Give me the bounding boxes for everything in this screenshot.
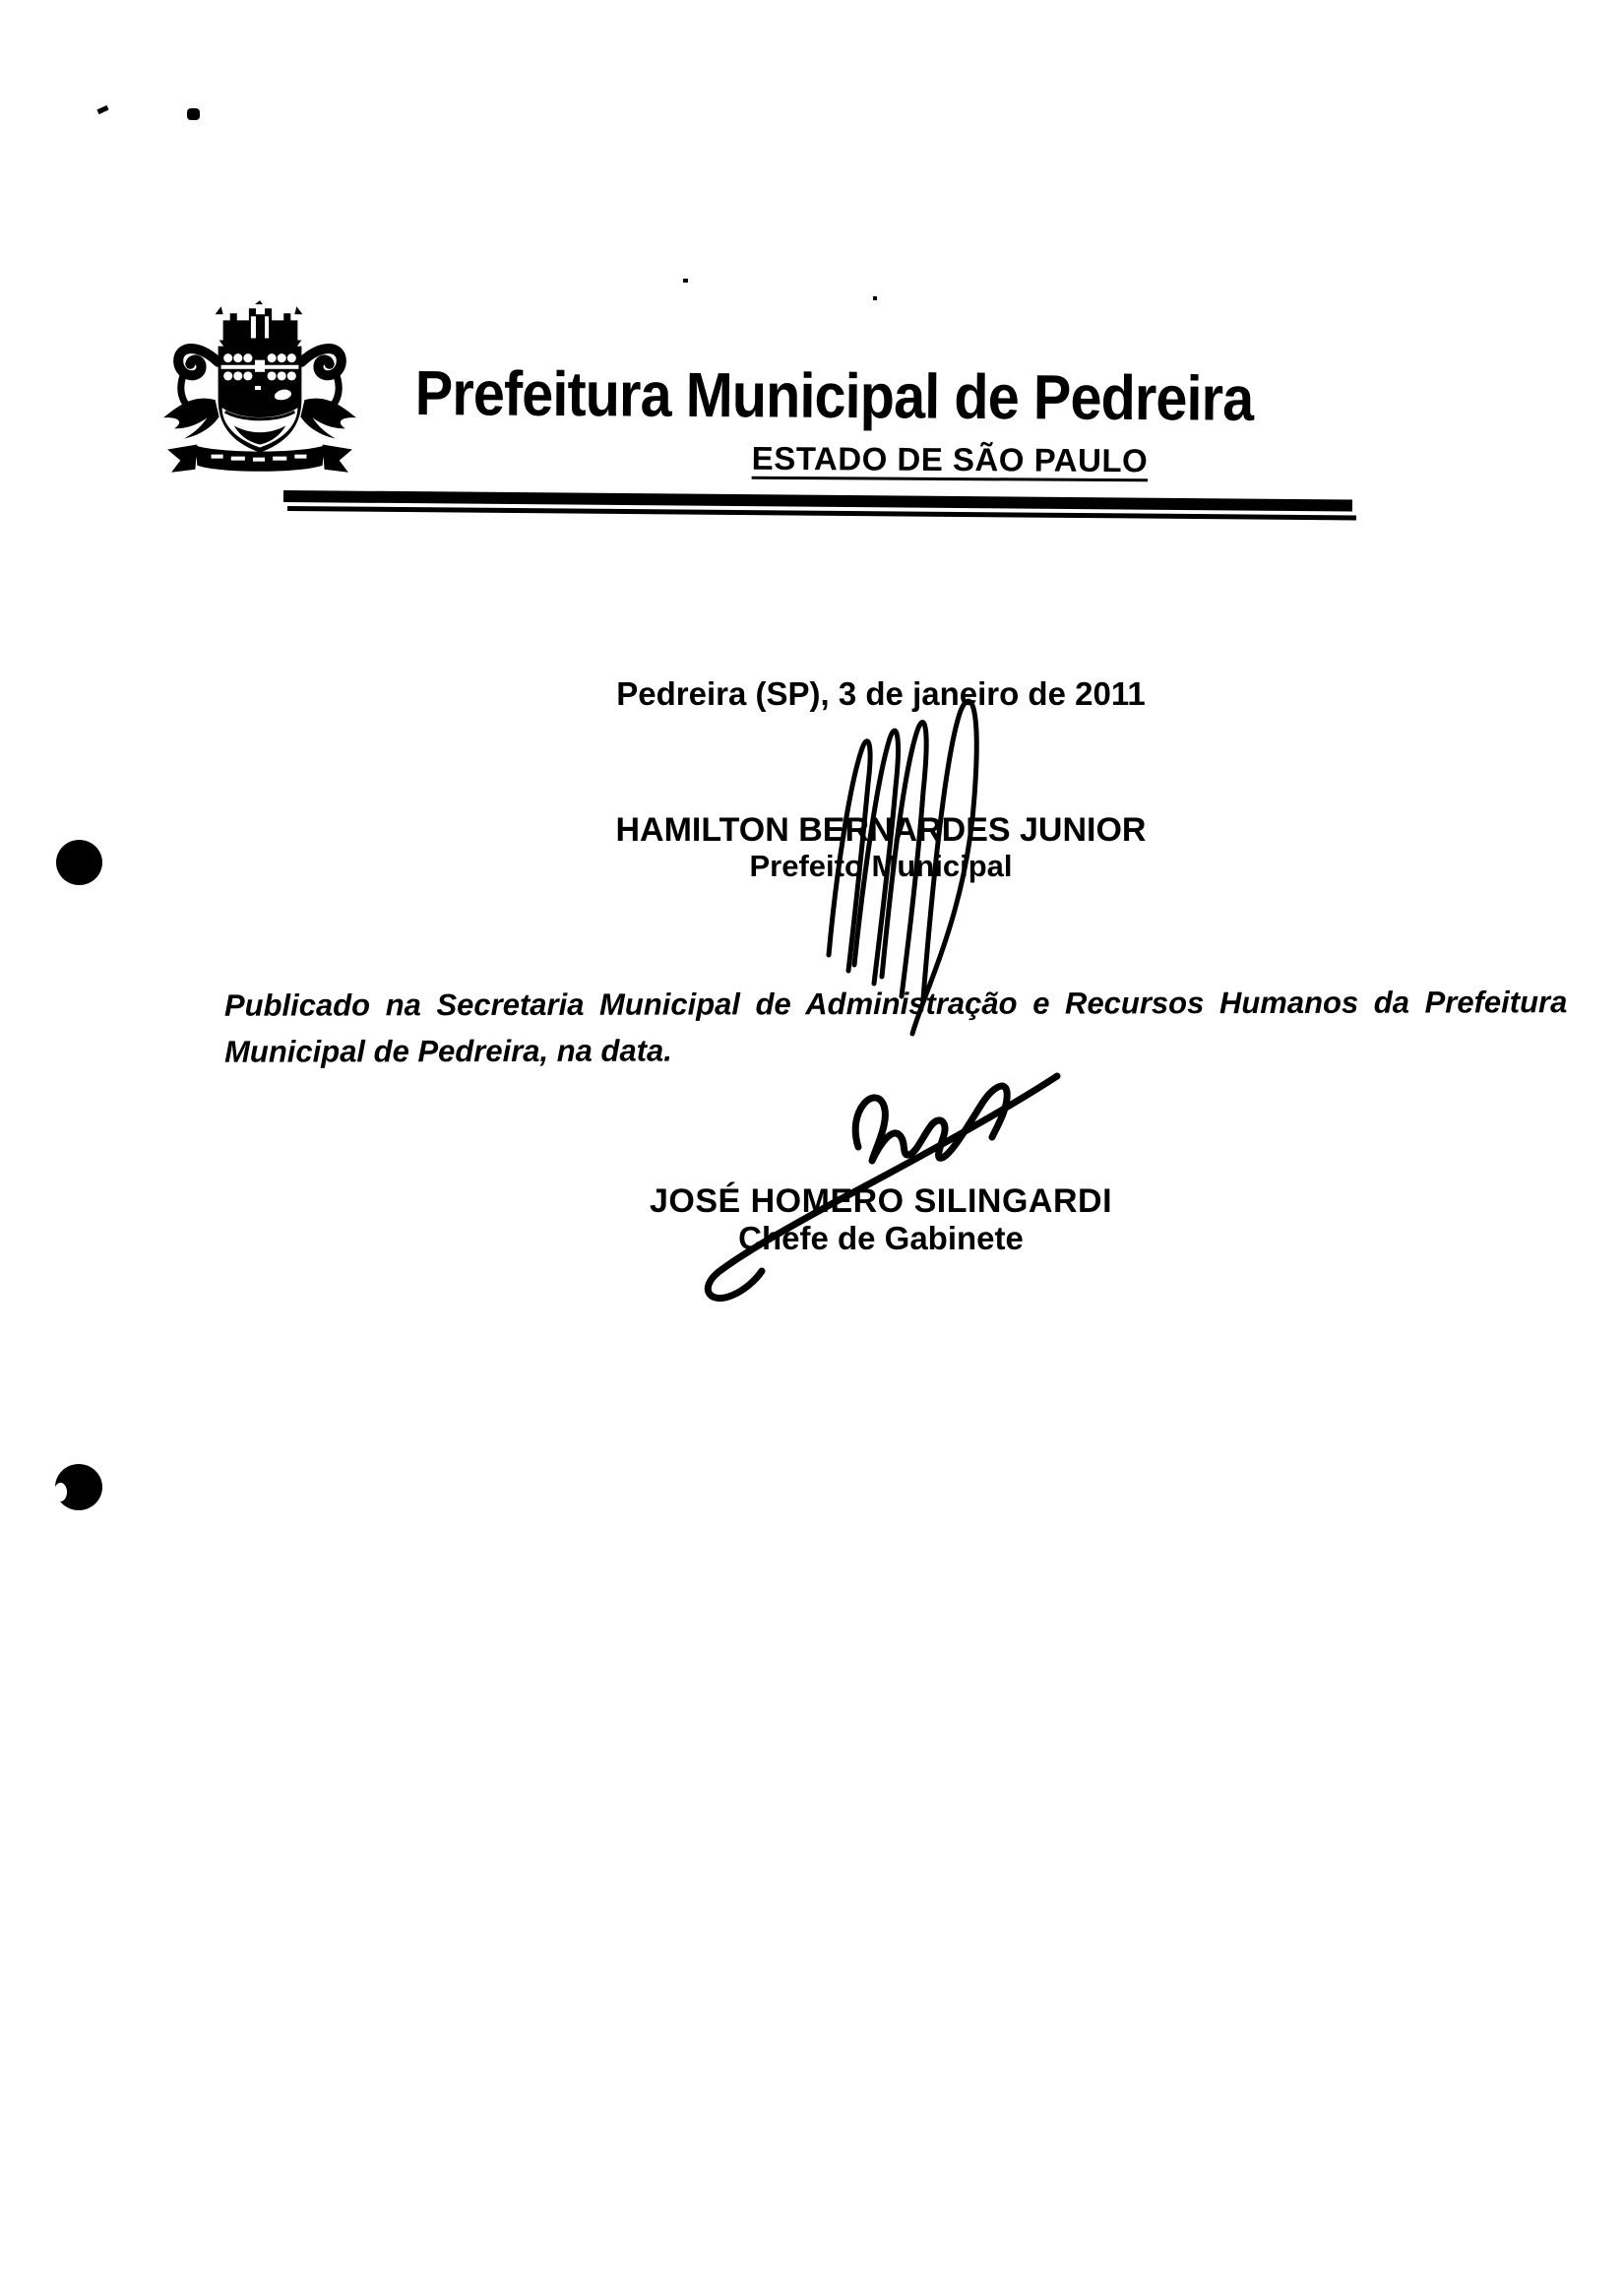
- date-line: Pedreira (SP), 3 de janeiro de 2011: [616, 675, 1146, 712]
- publication-note-line2: Municipal de Pedreira, na data.: [224, 1033, 672, 1069]
- page-title: Prefeitura Municipal de Pedreira: [414, 356, 1254, 434]
- page-subtitle: ESTADO DE SÃO PAULO: [751, 439, 1149, 479]
- scan-speck-3: [683, 279, 688, 283]
- scan-speck-2: [187, 108, 200, 120]
- hole-punch-mark-1: [56, 840, 102, 885]
- publication-note: [223, 979, 1568, 1074]
- scan-speck-4: [873, 296, 877, 300]
- signer2-role: Chefe de Gabinete: [738, 1220, 1024, 1256]
- coat-of-arms-icon: [156, 299, 364, 482]
- signer2-name: JOSÉ HOMERO SILINGARDI: [649, 1182, 1113, 1220]
- hole-punch-mark-2-notch: [54, 1483, 67, 1501]
- signer1-role: Prefeito Municipal: [749, 849, 1013, 883]
- scan-speck-1: [96, 105, 108, 114]
- signer1-name: HAMILTON BERNARDES JUNIOR: [615, 811, 1147, 849]
- publication-note-line1: Publicado na Secretaria Municipal de Administração e Recursos Humanos da Prefeitura: [223, 985, 1568, 1023]
